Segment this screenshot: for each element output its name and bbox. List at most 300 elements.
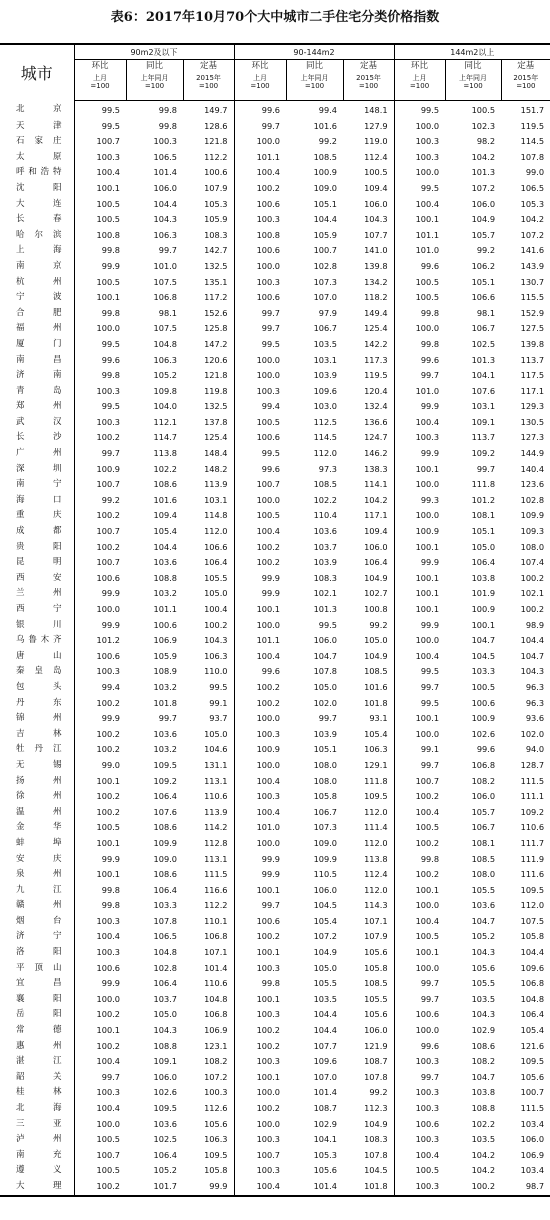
index-value: 105.0 <box>153 1009 177 1020</box>
index-value: 100.3 <box>394 1054 445 1070</box>
index-value: 105.3 <box>520 198 545 209</box>
index-value: 113.9 <box>204 479 228 490</box>
index-value: 99.6 <box>394 259 445 275</box>
index-value: 115.5 <box>520 292 545 303</box>
index-value: 102.2 <box>153 463 177 474</box>
index-value: 104.3 <box>364 214 388 225</box>
index-value: 111.9 <box>520 853 545 864</box>
index-value: 114.1 <box>364 479 388 490</box>
index-value: 107.7 <box>364 229 388 240</box>
index-value: 106.3 <box>364 744 388 755</box>
index-value: 140.4 <box>520 463 545 474</box>
index-value: 100.5 <box>394 275 445 291</box>
table-row <box>0 275 550 291</box>
index-value: 100.2 <box>74 742 126 758</box>
index-value: 100.1 <box>74 290 126 306</box>
city-name: 海口 <box>0 493 74 509</box>
index-value: 100.5 <box>471 105 496 115</box>
index-value: 144.9 <box>520 448 545 459</box>
index-value: 100.4 <box>74 1054 126 1070</box>
index-value: 108.0 <box>313 759 338 770</box>
index-value: 110.4 <box>313 510 338 521</box>
index-value: 130.5 <box>520 416 545 427</box>
table-row <box>0 774 550 790</box>
index-value: 100.1 <box>234 602 286 618</box>
index-value: 99.5 <box>74 101 126 119</box>
index-value: 100.3 <box>394 1132 445 1148</box>
index-value: 99.7 <box>234 321 286 337</box>
index-value: 100.3 <box>394 150 445 166</box>
index-value: 108.6 <box>153 822 177 833</box>
index-value: 98.2 <box>476 136 496 147</box>
index-value: 100.3 <box>234 275 286 291</box>
index-value: 108.1 <box>471 837 496 848</box>
index-value: 105.0 <box>313 681 338 692</box>
table-row <box>0 727 550 743</box>
index-value: 118.2 <box>364 292 388 303</box>
table-row <box>0 805 550 821</box>
table-row <box>0 399 550 415</box>
index-value: 104.3 <box>471 1009 496 1020</box>
index-value: 100.6 <box>234 430 286 446</box>
city-name: 牡丹江 <box>0 742 74 758</box>
index-value: 104.9 <box>364 1118 388 1129</box>
index-value: 100.3 <box>74 150 126 166</box>
index-value: 100.7 <box>234 477 286 493</box>
index-value: 99.7 <box>158 713 177 724</box>
index-value: 101.7 <box>126 1179 183 1196</box>
index-value: 100.7 <box>394 774 445 790</box>
index-value: 106.0 <box>364 1025 388 1036</box>
index-value: 100.2 <box>204 619 228 630</box>
index-value: 100.0 <box>74 1117 126 1133</box>
index-value: 105.2 <box>471 931 496 942</box>
index-value: 102.6 <box>153 1087 177 1098</box>
index-value: 100.2 <box>445 1179 501 1196</box>
index-value: 99.9 <box>74 618 126 634</box>
index-value: 114.5 <box>520 136 545 147</box>
index-value: 99.9 <box>74 259 126 275</box>
city-name: 哈尔滨 <box>0 228 74 244</box>
index-value: 100.6 <box>234 290 286 306</box>
index-value: 106.8 <box>204 1009 228 1020</box>
index-value: 100.7 <box>74 477 126 493</box>
table-row <box>0 197 550 213</box>
index-value: 109.0 <box>153 853 177 864</box>
index-value: 109.3 <box>520 526 545 537</box>
index-value: 100.4 <box>234 805 286 821</box>
table-row <box>0 1054 550 1070</box>
index-value: 103.8 <box>471 1087 496 1098</box>
city-name: 南昌 <box>0 353 74 369</box>
index-value: 108.6 <box>471 1040 496 1051</box>
index-value: 110.5 <box>313 869 338 880</box>
index-value: 105.5 <box>364 993 388 1004</box>
index-value: 103.6 <box>471 900 496 911</box>
index-value: 99.7 <box>476 463 496 474</box>
table-row <box>0 867 550 883</box>
table-row <box>0 742 550 758</box>
index-value: 105.2 <box>153 1165 177 1176</box>
index-value: 103.7 <box>153 993 177 1004</box>
index-value: 102.9 <box>313 1118 338 1129</box>
index-value: 110.6 <box>520 822 545 833</box>
index-value: 100.3 <box>234 1132 286 1148</box>
index-value: 99.0 <box>525 167 545 178</box>
index-value: 100.0 <box>234 493 286 509</box>
table-row <box>0 711 550 727</box>
index-value: 113.7 <box>471 432 496 443</box>
index-value: 139.8 <box>364 260 388 271</box>
index-value: 99.3 <box>394 493 445 509</box>
index-value: 106.3 <box>153 354 177 365</box>
index-value: 107.8 <box>313 666 338 677</box>
table-row <box>0 306 550 322</box>
index-value: 105.8 <box>364 962 388 973</box>
index-value: 101.3 <box>313 604 338 614</box>
index-value: 100.4 <box>394 197 445 213</box>
index-value: 104.4 <box>313 214 338 225</box>
index-value: 101.8 <box>364 697 388 708</box>
base-2015: 2015年 =100 <box>183 72 234 101</box>
index-value: 112.0 <box>364 884 388 895</box>
index-value: 99.9 <box>394 399 445 415</box>
table-row <box>0 852 550 868</box>
index-value: 100.5 <box>394 290 445 306</box>
index-value: 120.4 <box>364 385 388 396</box>
index-value: 100.2 <box>74 805 126 821</box>
index-value: 101.2 <box>74 633 126 649</box>
index-value: 99.9 <box>234 586 286 602</box>
table-row <box>0 1023 550 1039</box>
table-row <box>0 1101 550 1117</box>
index-value: 100.6 <box>234 243 286 259</box>
index-value: 148.2 <box>204 463 228 474</box>
table-row <box>0 243 550 259</box>
city-name: 锦州 <box>0 711 74 727</box>
index-value: 105.6 <box>364 947 388 958</box>
index-value: 103.6 <box>153 557 177 568</box>
index-value: 108.0 <box>313 775 338 786</box>
index-value: 100.2 <box>234 696 286 712</box>
index-value: 101.6 <box>364 681 388 692</box>
index-value: 148.1 <box>364 105 388 115</box>
index-value: 104.1 <box>471 370 496 381</box>
index-value: 106.4 <box>364 557 388 568</box>
index-value: 99.2 <box>369 619 388 630</box>
index-value: 107.2 <box>471 182 496 193</box>
index-value: 106.6 <box>471 292 496 303</box>
index-value: 109.2 <box>520 806 545 817</box>
city-name: 合肥 <box>0 306 74 322</box>
city-name: 平顶山 <box>0 961 74 977</box>
index-value: 104.2 <box>471 1149 496 1160</box>
index-value: 146.2 <box>364 448 388 459</box>
index-value: 103.2 <box>153 744 177 755</box>
index-value: 100.8 <box>234 228 286 244</box>
table-row <box>0 119 550 135</box>
index-value: 100.3 <box>234 384 286 400</box>
index-value: 104.7 <box>471 635 496 646</box>
index-value: 111.5 <box>204 869 228 880</box>
index-value: 104.4 <box>520 635 545 646</box>
index-value: 100.6 <box>74 649 126 665</box>
index-value: 104.6 <box>204 744 228 755</box>
city-name: 重庆 <box>0 508 74 524</box>
index-value: 106.3 <box>204 650 228 661</box>
index-value: 108.8 <box>153 572 177 583</box>
index-value: 111.8 <box>364 775 388 786</box>
table-row <box>0 493 550 509</box>
city-name: 深圳 <box>0 462 74 478</box>
index-value: 100.2 <box>234 929 286 945</box>
table-row <box>0 696 550 712</box>
index-value: 99.2 <box>318 136 338 147</box>
index-value: 99.5 <box>74 119 126 135</box>
index-value: 103.2 <box>153 588 177 599</box>
index-value: 106.3 <box>153 229 177 240</box>
table-row <box>0 1163 550 1179</box>
index-value: 104.7 <box>520 650 545 661</box>
index-value: 103.5 <box>471 1134 496 1145</box>
index-value: 104.9 <box>364 650 388 661</box>
index-value: 112.4 <box>364 151 388 162</box>
index-value: 100.3 <box>234 212 286 228</box>
index-value: 100.2 <box>234 1101 286 1117</box>
index-value: 110.6 <box>204 978 228 989</box>
index-value: 98.1 <box>158 307 177 318</box>
city-name: 秦皇岛 <box>0 664 74 680</box>
index-value: 99.7 <box>394 758 445 774</box>
index-value: 105.9 <box>313 229 338 240</box>
index-value: 112.6 <box>204 1103 228 1113</box>
index-value: 106.4 <box>153 978 177 989</box>
city-name: 赣州 <box>0 898 74 914</box>
table-row <box>0 961 550 977</box>
table-row <box>0 836 550 852</box>
index-value: 100.0 <box>234 836 286 852</box>
index-value: 98.7 <box>501 1179 550 1196</box>
index-value: 106.9 <box>204 1025 228 1036</box>
index-value: 109.4 <box>364 182 388 193</box>
index-value: 100.2 <box>74 508 126 524</box>
index-value: 104.4 <box>520 947 545 958</box>
index-value: 100.8 <box>364 604 388 614</box>
subheader-yoy: 同比 <box>286 60 343 73</box>
index-value: 99.7 <box>234 898 286 914</box>
index-value: 113.7 <box>520 354 545 365</box>
base-last-month: 上月 =100 <box>74 72 126 101</box>
city-name: 长沙 <box>0 430 74 446</box>
index-value: 107.4 <box>520 557 545 568</box>
index-value: 100.8 <box>74 228 126 244</box>
index-value: 100.0 <box>394 898 445 914</box>
index-value: 100.2 <box>74 1039 126 1055</box>
index-value: 99.6 <box>394 1039 445 1055</box>
index-value: 100.2 <box>234 1023 286 1039</box>
index-value: 99.5 <box>234 446 286 462</box>
index-value: 132.5 <box>204 401 228 412</box>
index-value: 117.2 <box>204 292 228 303</box>
index-value: 109.2 <box>471 448 496 459</box>
index-value: 109.6 <box>313 385 338 396</box>
index-value: 100.4 <box>74 1101 126 1117</box>
index-value: 105.3 <box>204 198 228 209</box>
index-value: 108.3 <box>204 229 228 240</box>
index-value: 99.7 <box>394 976 445 992</box>
city-name: 南京 <box>0 259 74 275</box>
index-value: 100.3 <box>234 1163 286 1179</box>
index-value: 99.2 <box>74 493 126 509</box>
index-value: 103.1 <box>204 494 228 505</box>
index-value: 105.6 <box>313 1165 338 1176</box>
index-value: 142.2 <box>364 338 388 349</box>
city-name: 青岛 <box>0 384 74 400</box>
index-value: 99.9 <box>234 852 286 868</box>
index-value: 106.8 <box>153 292 177 303</box>
index-value: 100.0 <box>394 727 445 743</box>
index-value: 128.6 <box>204 120 228 131</box>
city-name: 大理 <box>0 1179 74 1196</box>
index-value: 105.0 <box>364 635 388 646</box>
index-value: 100.6 <box>234 197 286 213</box>
index-value: 104.3 <box>520 666 545 677</box>
index-value: 129.1 <box>364 759 388 770</box>
index-value: 99.5 <box>209 681 228 692</box>
index-value: 116.6 <box>204 884 228 895</box>
index-value: 109.5 <box>364 791 388 802</box>
index-value: 138.3 <box>364 463 388 474</box>
index-value: 112.0 <box>364 837 388 848</box>
index-value: 101.3 <box>471 354 496 365</box>
city-name: 宁波 <box>0 290 74 306</box>
index-value: 106.4 <box>471 557 496 568</box>
index-value: 93.6 <box>525 713 545 724</box>
index-value: 99.7 <box>394 992 445 1008</box>
table-row <box>0 789 550 805</box>
city-column-header: 城市 <box>0 44 74 101</box>
index-value: 100.0 <box>394 508 445 524</box>
index-value: 101.0 <box>234 820 286 836</box>
index-value: 100.1 <box>234 883 286 899</box>
index-value: 99.7 <box>394 1070 445 1086</box>
index-value: 105.1 <box>471 276 496 287</box>
index-value: 99.8 <box>394 852 445 868</box>
index-value: 102.2 <box>471 1118 496 1129</box>
index-value: 106.7 <box>471 323 496 334</box>
index-value: 106.7 <box>313 806 338 817</box>
index-value: 100.1 <box>394 945 445 961</box>
city-name: 宜昌 <box>0 976 74 992</box>
subheader-mom: 环比 <box>394 60 445 73</box>
index-value: 100.1 <box>394 212 445 228</box>
index-value: 99.2 <box>369 1087 388 1098</box>
index-value: 104.7 <box>471 915 496 926</box>
index-value: 103.6 <box>153 728 177 739</box>
index-value: 100.0 <box>234 711 286 727</box>
index-value: 99.6 <box>234 664 286 680</box>
index-value: 100.3 <box>74 945 126 961</box>
index-value: 108.8 <box>471 1103 496 1113</box>
index-value: 108.3 <box>364 1134 388 1145</box>
city-name: 银川 <box>0 618 74 634</box>
table-row <box>0 524 550 540</box>
city-name: 长春 <box>0 212 74 228</box>
index-value: 106.8 <box>520 978 545 989</box>
index-value: 142.7 <box>204 245 228 256</box>
index-value: 100.4 <box>74 165 126 181</box>
table-row <box>0 134 550 150</box>
index-value: 100.3 <box>153 136 177 147</box>
index-value: 104.8 <box>153 338 177 349</box>
index-value: 100.4 <box>394 914 445 930</box>
index-value: 100.4 <box>234 1179 286 1196</box>
index-value: 100.0 <box>74 602 126 618</box>
index-value: 99.7 <box>394 368 445 384</box>
index-value: 106.0 <box>313 635 338 646</box>
index-value: 99.8 <box>74 883 126 899</box>
index-value: 100.0 <box>234 368 286 384</box>
city-name: 丹东 <box>0 696 74 712</box>
table-row <box>0 430 550 446</box>
table-row <box>0 150 550 166</box>
city-name: 成都 <box>0 524 74 540</box>
index-value: 100.5 <box>74 1132 126 1148</box>
index-value: 106.0 <box>364 198 388 209</box>
index-value: 100.5 <box>74 212 126 228</box>
index-value: 109.9 <box>313 853 338 864</box>
index-value: 105.4 <box>153 526 177 537</box>
index-value: 149.7 <box>204 105 228 115</box>
index-value: 112.2 <box>204 151 228 162</box>
index-value: 107.5 <box>520 915 545 926</box>
index-value: 106.7 <box>471 822 496 833</box>
index-value: 93.7 <box>209 713 228 724</box>
index-value: 100.1 <box>234 945 286 961</box>
city-name: 杭州 <box>0 275 74 291</box>
index-value: 100.0 <box>234 134 286 150</box>
index-value: 148.4 <box>204 448 228 459</box>
city-name: 九江 <box>0 883 74 899</box>
city-name: 石家庄 <box>0 134 74 150</box>
index-value: 109.9 <box>153 837 177 848</box>
index-value: 109.0 <box>313 837 338 848</box>
index-value: 105.4 <box>364 728 388 739</box>
group-header-large: 144m2以上 <box>394 44 550 60</box>
index-value: 106.4 <box>153 884 177 895</box>
index-value: 149.4 <box>364 307 388 318</box>
index-value: 100.5 <box>74 275 126 291</box>
index-value: 108.5 <box>313 151 338 162</box>
index-value: 110.1 <box>204 915 228 926</box>
index-value: 104.9 <box>313 947 338 958</box>
city-name: 安庆 <box>0 852 74 868</box>
index-value: 99.8 <box>394 306 445 322</box>
index-value: 112.1 <box>153 416 177 427</box>
index-value: 98.9 <box>525 619 545 630</box>
index-value: 100.3 <box>234 1054 286 1070</box>
index-value: 104.4 <box>153 198 177 209</box>
index-value: 100.9 <box>471 604 496 614</box>
index-value: 101.4 <box>153 167 177 178</box>
index-value: 104.7 <box>313 650 338 661</box>
subheader-mom: 环比 <box>74 60 126 73</box>
index-value: 117.1 <box>520 385 545 396</box>
city-name: 蚌埠 <box>0 836 74 852</box>
index-value: 104.3 <box>204 635 228 646</box>
index-value: 108.6 <box>153 479 177 490</box>
index-value: 103.3 <box>471 666 496 677</box>
